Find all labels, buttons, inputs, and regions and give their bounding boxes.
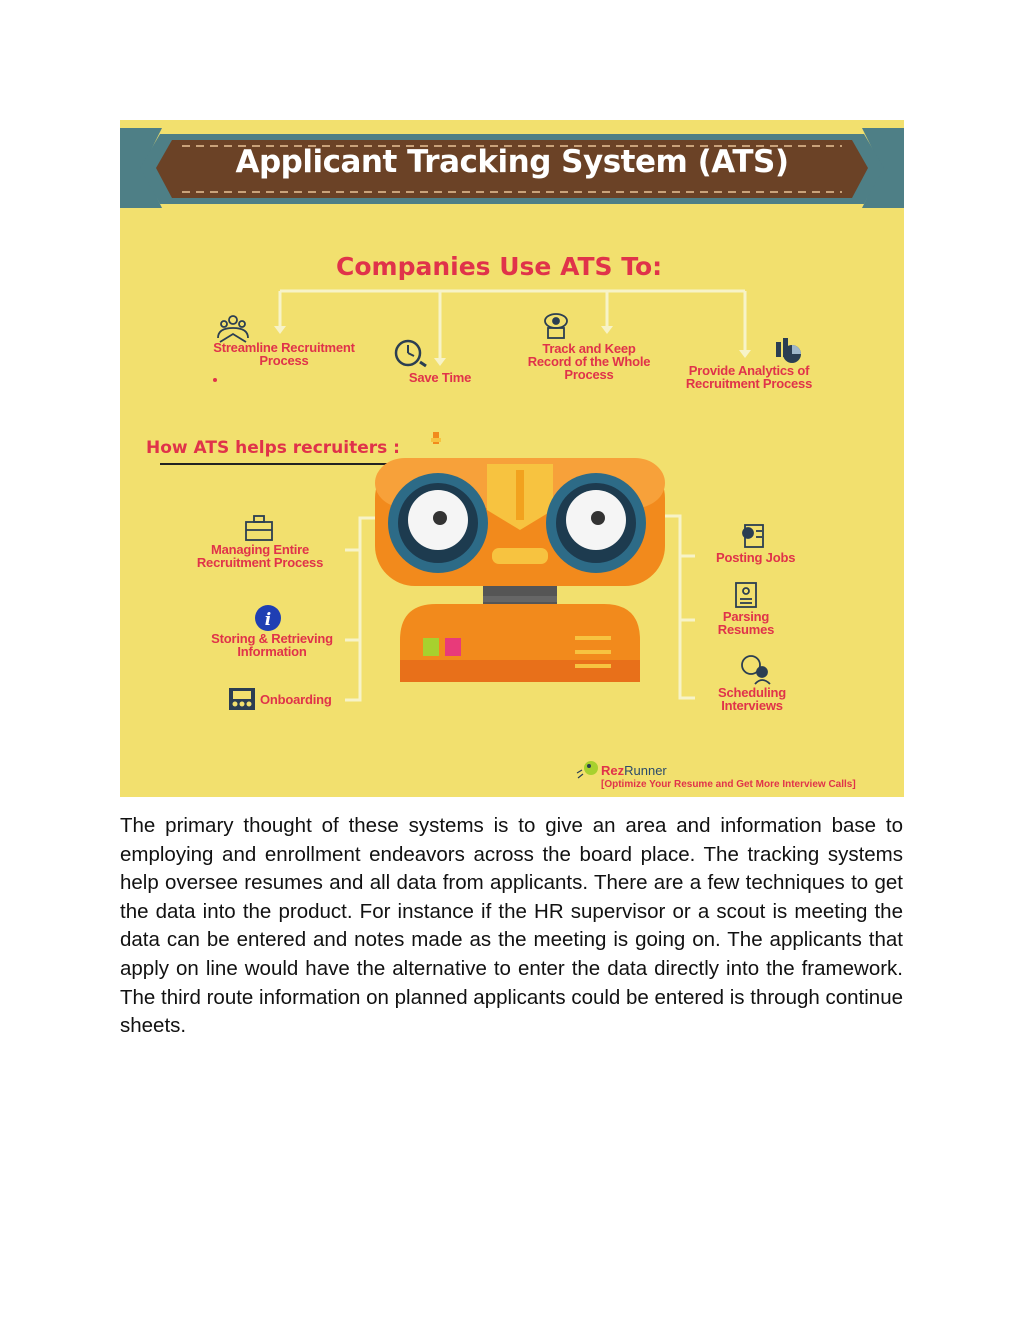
help-storing-retrieving: Storing & Retrieving Information	[211, 631, 333, 659]
info-icon	[255, 605, 281, 631]
rezrunner-logo-icon	[577, 761, 598, 778]
helps-heading: How ATS helps recruiters :	[146, 438, 400, 458]
team-board-icon	[229, 688, 255, 710]
company-use-save-time: Save Time	[408, 370, 472, 385]
robot-illustration	[375, 432, 665, 682]
help-scheduling-interviews: Scheduling Interviews	[717, 685, 787, 713]
interview-clock-icon	[742, 656, 770, 684]
help-onboarding: Onboarding	[260, 692, 332, 707]
brand-name-part2: Runner	[624, 763, 667, 778]
body-paragraph: The primary thought of these systems is to give an area and information base to employing and enrollment endeavors across the board place. The tracking systems help oversee resumes and all data from applicants. There are a few techniques to get the data into the product. For instance if the HR supervisor or a scout is meeting the data can be entered and notes made as the meeting is going on. The applicants that apply on line would have the alternative to enter the data directly into the framework. The third route information on planned applicants could be entered is through continue sheets.	[120, 814, 903, 1038]
svg-text:i: i	[264, 610, 272, 630]
company-use-streamline: Streamline Recruitment Process	[213, 340, 355, 368]
brand-tagline: [Optimize Your Resume and Get More Interview Calls]	[601, 779, 856, 790]
resume-icon	[736, 583, 756, 607]
eye-monitor-icon	[545, 314, 567, 338]
company-use-analytics: Provide Analytics of Recruitment Process	[685, 363, 813, 391]
help-parsing-resumes: Parsing Resumes	[717, 609, 775, 637]
job-post-icon	[743, 525, 763, 547]
clock-icon	[396, 341, 426, 366]
help-managing-recruitment: Managing Entire Recruitment Process	[196, 542, 324, 570]
infographic-title: Applicant Tracking System (ATS)	[235, 144, 789, 180]
ats-infographic	[120, 120, 904, 797]
brand-name-part1: Rez	[601, 763, 625, 778]
rezrunner-brand	[601, 763, 856, 790]
people-hands-icon	[218, 316, 248, 342]
briefcase-icon	[246, 516, 272, 540]
help-posting-jobs: Posting Jobs	[716, 550, 796, 565]
brand-name	[601, 763, 856, 778]
companies-heading: Companies Use ATS To:	[336, 252, 663, 281]
analytics-chart-icon	[776, 338, 801, 363]
company-use-track-record: Track and Keep Record of the Whole Process	[527, 341, 651, 382]
